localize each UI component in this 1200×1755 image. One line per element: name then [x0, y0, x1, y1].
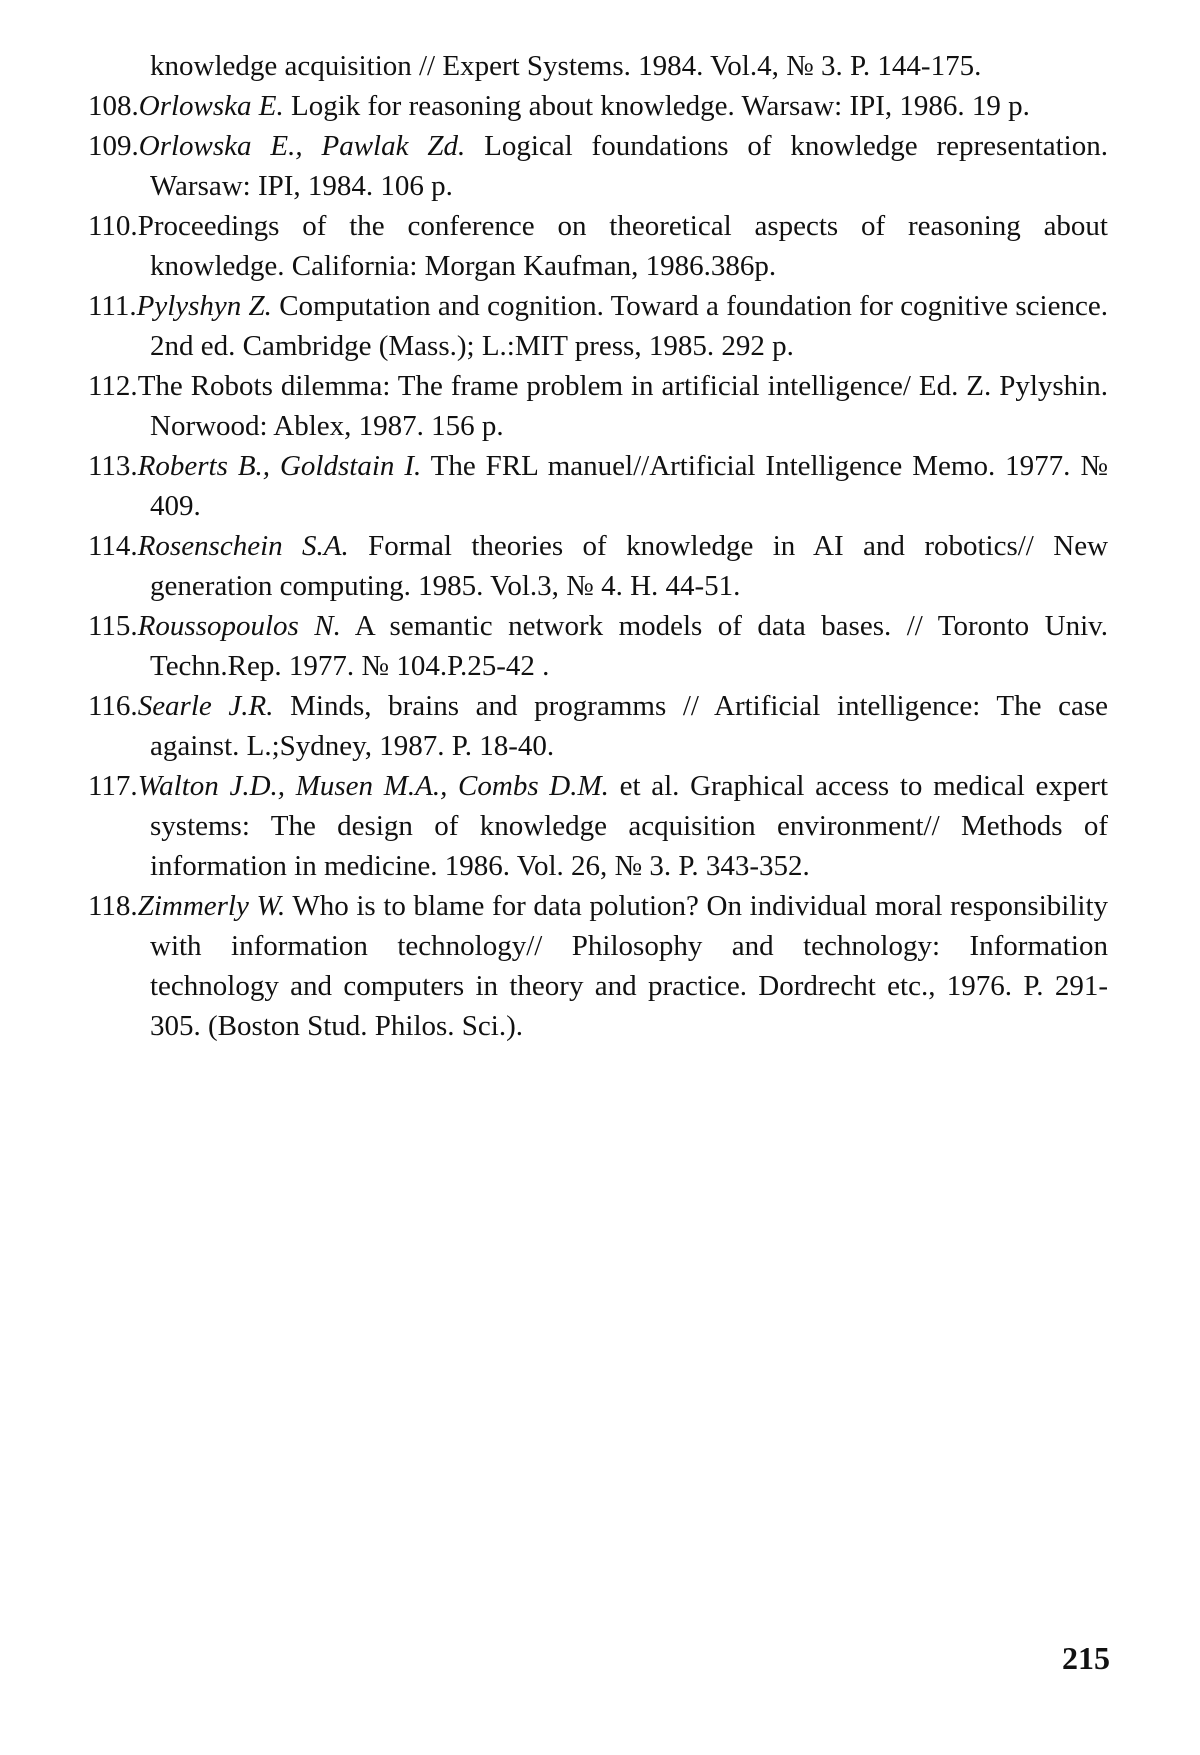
reference-item-118 — [88, 886, 1108, 1046]
reference-authors: Roussopoulos N. — [138, 610, 341, 642]
reference-number: 109. — [88, 130, 139, 162]
reference-item-110 — [88, 206, 1108, 286]
reference-item-109 — [88, 126, 1108, 206]
reference-item-108 — [88, 86, 1108, 126]
reference-text: Proceedings of the conference on theoretical aspects of reasoning about knowledge. California: Morgan Kaufman, 1986.386p. — [138, 210, 1108, 282]
reference-continuation: knowledge acquisition // Expert Systems. 1984. Vol.4, № 3. P. 144-175. — [88, 46, 1108, 86]
reference-text: et al. Graphical access to medical expert systems: The design of knowledge acquisition environment// Methods of information in medicine. 1986. Vol. 26, № 3. P. 343-352. — [150, 770, 1108, 882]
reference-authors: Zimmerly W. — [138, 890, 286, 922]
reference-text: Formal theories of knowledge in AI and robotics// New generation computing. 1985. Vol.3, № 4. H. 44-51. — [150, 530, 1108, 602]
reference-number: 115. — [88, 610, 138, 642]
reference-text: Minds, brains and programms // Artificial intelligence: The case against. L.;Sydney, 1987. P. 18-40. — [150, 690, 1108, 762]
reference-text: A semantic network models of data bases. // Toronto Univ. Techn.Rep. 1977. № 104.P.25-42 . — [150, 610, 1108, 682]
reference-number: 108. — [88, 90, 139, 122]
reference-authors: Searle J.R. — [138, 690, 274, 722]
reference-number: 112. — [88, 370, 138, 402]
page-number: 215 — [1062, 1640, 1110, 1677]
reference-number: 111. — [88, 290, 137, 322]
reference-authors: Rosenschein S.A. — [138, 530, 349, 562]
reference-number: 116. — [88, 690, 138, 722]
reference-number: 114. — [88, 530, 138, 562]
reference-text: The Robots dilemma: The frame problem in artificial intelligence/ Ed. Z. Pylyshin. Norwood: Ablex, 1987. 156 p. — [138, 370, 1108, 442]
reference-text: The FRL manuel//Artificial Intelligence Memo. 1977. № 409. — [150, 450, 1108, 522]
reference-item-114 — [88, 526, 1108, 606]
reference-list — [88, 46, 1108, 1046]
reference-item-111 — [88, 286, 1108, 366]
book-page — [0, 0, 1200, 1755]
reference-authors: Walton J.D., Musen M.A., Combs D.M. — [138, 770, 609, 802]
reference-number: 113. — [88, 450, 138, 482]
reference-authors: Roberts B., Goldstain I. — [138, 450, 422, 482]
reference-item-116 — [88, 686, 1108, 766]
reference-text: Who is to blame for data polution? On individual moral responsibility with information technology// Philosophy and technology: Information technology and computers in theory and practice. Dordrecht etc., 1976. P. 291-305. (Boston Stud. Philos. Sci.). — [150, 890, 1108, 1042]
reference-number: 117. — [88, 770, 138, 802]
reference-authors: Pylyshyn Z. — [137, 290, 272, 322]
reference-authors: Orlowska E., Pawlak Zd. — [139, 130, 465, 162]
reference-item-112 — [88, 366, 1108, 446]
reference-number: 110. — [88, 210, 138, 242]
reference-text: Logical foundations of knowledge representation. Warsaw: IPI, 1984. 106 p. — [150, 130, 1108, 202]
reference-item-115 — [88, 606, 1108, 686]
reference-item-113 — [88, 446, 1108, 526]
reference-authors: Orlowska E. — [139, 90, 284, 122]
reference-text: Logik for reasoning about knowledge. Warsaw: IPI, 1986. 19 p. — [284, 90, 1030, 122]
reference-number: 118. — [88, 890, 138, 922]
reference-text: Computation and cognition. Toward a foundation for cognitive science. 2nd ed. Cambridge (Mass.); L.:MIT press, 1985. 292 p. — [150, 290, 1108, 362]
reference-item-117 — [88, 766, 1108, 886]
